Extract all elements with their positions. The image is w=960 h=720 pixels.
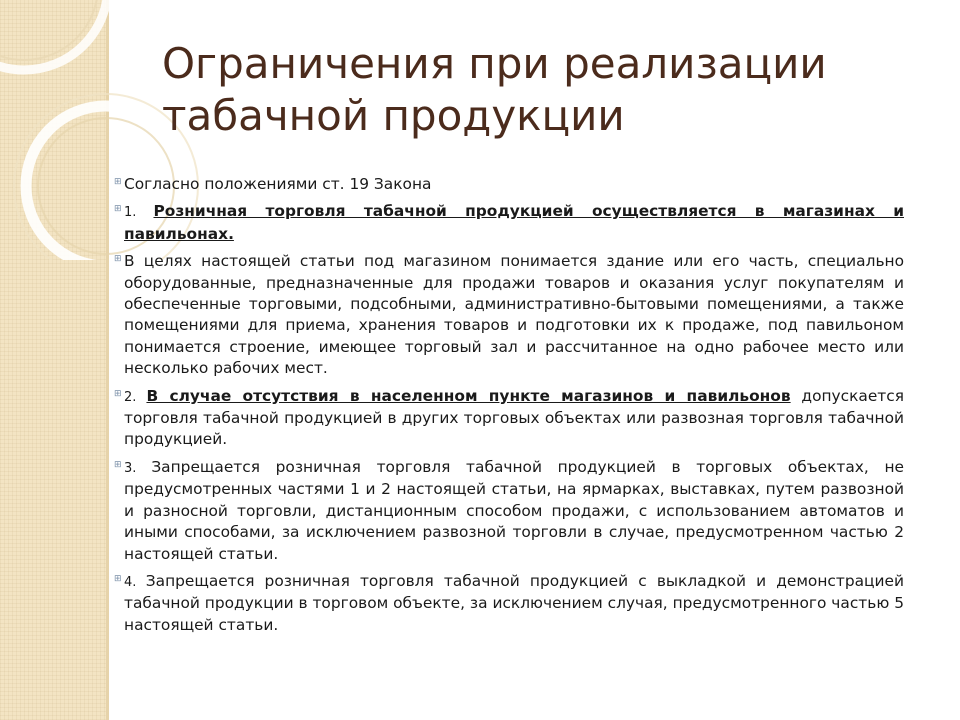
item-text: Согласно положениями ст. 19 Закона (124, 175, 432, 193)
slide-title (162, 38, 922, 142)
list-item (114, 571, 904, 636)
item-number: 4. (124, 574, 146, 590)
bullet-icon: ⊞ (114, 204, 122, 215)
item-text: В целях настоящей статьи под магазином понимается здание или его часть, специально оборудованные, предназначенные для продажи товаров и оказания услуг покупателям и обеспеченные торговыми, подсобными, административно-бытовыми помещениями, а также помещениями для приема, хранения товаров и подготовки их к продаже, под павильоном понимается строение, имеющее торговый зал и рассчитанное на одно рабочее место или несколько рабочих мест. (124, 252, 904, 378)
bullet-icon: ⊞ (114, 388, 122, 399)
item-text: допускается торговля табачной продукцией в других торговых объектах или развозная торговля табачной продукцией. (124, 386, 904, 449)
bullet-icon: ⊞ (114, 573, 122, 584)
list-item (114, 251, 904, 379)
list-item (114, 457, 904, 565)
item-number: 1. (124, 205, 154, 221)
list-item (114, 201, 904, 245)
list-item (114, 174, 904, 195)
item-number: 3. (124, 460, 152, 476)
item-text: Запрещается розничная торговля табачной продукцией в торговых объектах, не предусмотренных частями 1 и 2 настоящей статьи, на ярмарках, выставках, путем развозной и разносной торговли, дистанционным способом продажи, с использованием автоматов и иными способами, за исключением развозной торговли в случае, предусмотренном частью 2 настоящей статьи. (124, 457, 904, 563)
title-line-2: табачной продукции (162, 91, 625, 140)
bullet-icon: ⊞ (114, 177, 122, 187)
item-emphasis: Розничная торговля табачной продукцией осуществляется в магазинах и павильонах. (124, 202, 904, 243)
bullet-icon: ⊞ (114, 254, 122, 265)
item-emphasis: В случае отсутствия в населенном пункте магазинов и павильонов (146, 386, 791, 405)
list-item (114, 386, 904, 451)
item-number: 2. (124, 389, 147, 405)
title-line-1: Ограничения при реализации (162, 39, 827, 88)
slide-body (114, 174, 904, 642)
item-text: Запрещается розничная торговля табачной продукцией с выкладкой и демонстрацией табачной продукции в торговом объекте, за исключением случая, предусмотренного частью 5 настоящей статьи. (124, 571, 904, 634)
bullet-icon: ⊞ (114, 459, 122, 470)
